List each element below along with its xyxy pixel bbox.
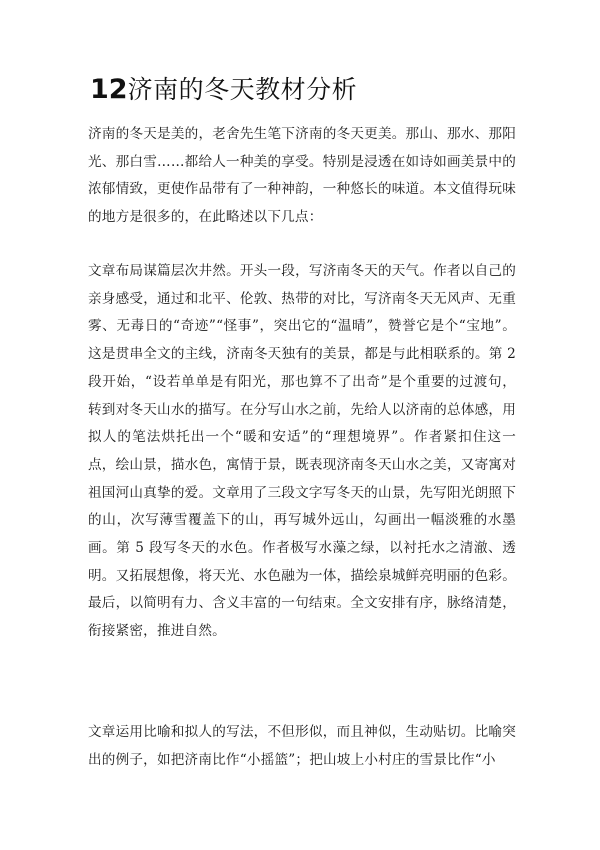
title-text: 济南的冬天教材分析 bbox=[127, 75, 358, 104]
title-number: 12 bbox=[90, 74, 128, 105]
paragraph-structure: 文章布局谋篇层次井然。开头一段，写济南冬天的天气。作者以自己的亲身感受，通过和北平、伦敦、热带的对比，写济南冬天无风声、无重雾、无毒日的“奇迹”“怪事”，突出它的“温晴”，赞誉它是个“宝地”。这是贯串全文的主线，济南冬天独有的美景，都是与此相联系的。第 2 段开始，“设若单单是有阳光，那也算不了出奇”是个重要的过渡句，转到对冬天山水的描写。在分写山水之前，先给人以济南的总体感，用拟人的笔法烘托出一个“暖和安适”的“理想境界”。作者紧扣住这一点，绘山景，描水色，寓情于景，既表现济南冬天山水之美，又寄寓对祖国河山真挚的爱。文章用了三段文字写冬天的山景，先写阳光朗照下的山，次写薄雪覆盖下的山，再写城外远山，勾画出一幅淡雅的水墨画。第 5 段写冬天的水色。作者极写水藻之绿，以衬托水之清澈、透明。又拓展想像，将天光、水色融为一体，描绘泉城鲜亮明丽的色彩。最后，以简明有力、含义丰富的一句结束。全文安排有序，脉络清楚，衔接紧密，推进自然。 bbox=[88, 263, 516, 640]
paragraph-rhetoric: 文章运用比喻和拟人的写法，不但形似，而且神似，生动贴切。比喻突出的例子，如把济南比作“小摇篮”；把山坡上小村庄的雪景比作“小 bbox=[88, 724, 516, 768]
paragraph-intro: 济南的冬天是美的，老舍先生笔下济南的冬天更美。那山、那水、那阳光、那白雪……都给人一种美的享受。特别是浸透在如诗如画美景中的浓郁情致，更使作品带有了一种神韵，一种悠长的味道。本文值得玩味的地方是很多的，在此略述以下几点： bbox=[88, 126, 516, 226]
document-title bbox=[90, 72, 530, 108]
